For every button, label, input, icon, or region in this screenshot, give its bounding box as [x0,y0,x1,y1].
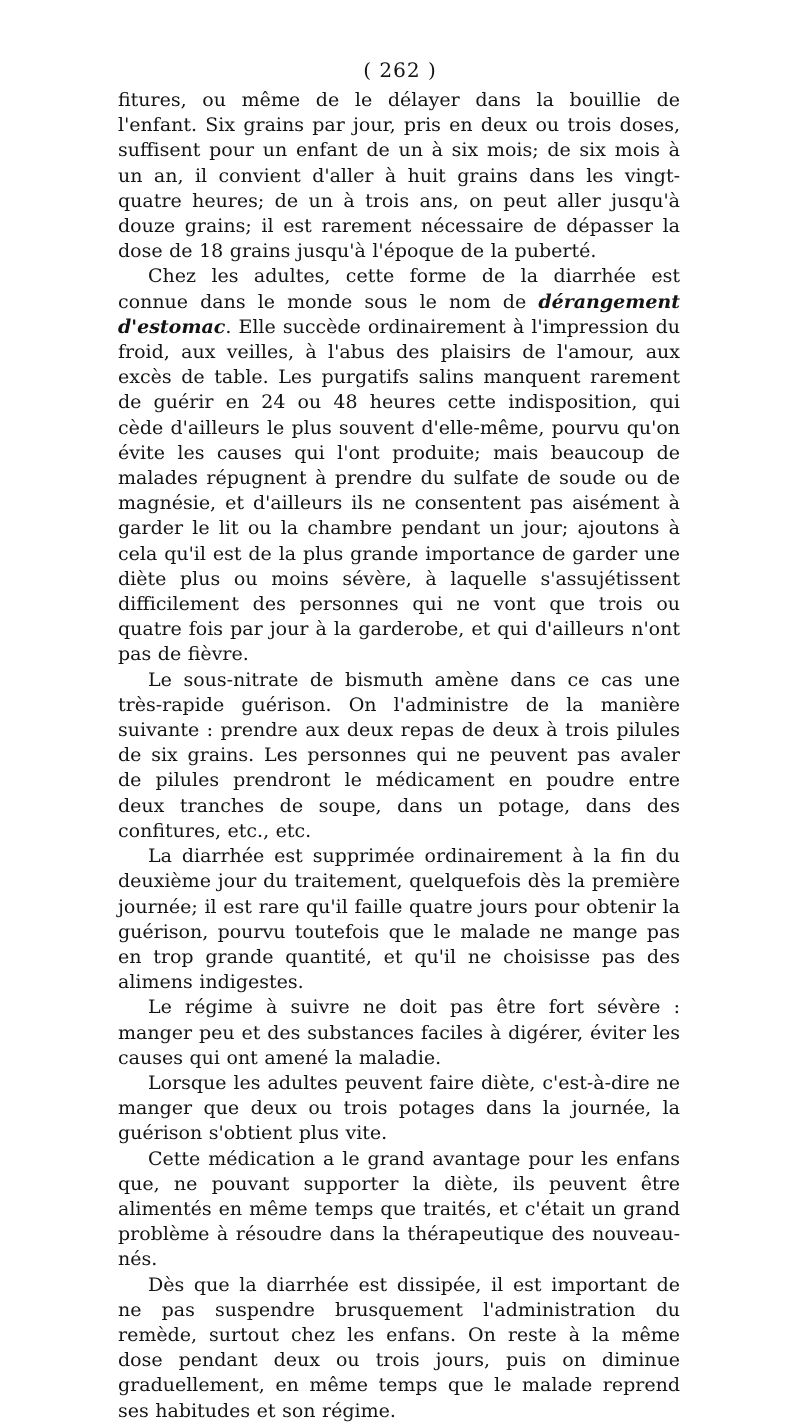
paragraph-2 [118,264,680,667]
paragraph-7: Cette médication a le grand avantage pour les enfans que, ne pouvant supporter la diète, ils peuvent être alimentés en même temps que traités, et c'était un grand problème à résoudre dans la thérapeutique des nouveau-nés. [118,1147,680,1271]
body-text [118,88,680,1424]
paragraph-2-start: Chez les adultes, cette forme de la diarrhée est connue dans le monde sous le nom de [118,265,680,313]
paragraph-6: Lorsque les adultes peuvent faire diète, c'est-à-dire ne manger que deux ou trois potages dans la journée, la guérison s'obtient plus vite. [118,1071,680,1145]
page-number: ( 262 ) [363,58,437,82]
paragraph-1: fitures, ou même de le délayer dans la bouillie de l'enfant. Six grains par jour, pris en deux ou trois doses, suffisent pour un enfant de un à six mois; de six mois à un an, il convient d'aller à huit grains dans les vingt-quatre heures; de un à trois ans, on peut aller jusqu'à douze grains; il est rarement nécessaire de dépasser la dose de 18 grains jusqu'à l'époque de la puberté. [118,89,680,263]
emphasis-derangement-estomac: dérangement d'estomac [118,290,680,338]
paragraph-2-rest: . Elle succède ordinairement à l'impression du froid, aux veilles, à l'abus des plaisirs de l'amour, aux excès de table. Les purgatifs salins manquent rarement de guérir en 24 ou 48 heures cette indisposition, qui cède d'ailleurs le plus souvent d'elle-même, pourvu qu'on évite les causes qui l'ont produite; mais beaucoup de malades répugnent à prendre du sulfate de soude ou de magnésie, et d'ailleurs ils ne consentent pas aisément à garder le lit ou la chambre pendant un jour; ajoutons à cela qu'il est de la plus grande importance de garder une diète plus ou moins sévère, à laquelle s'assujétissent difficilement des personnes qui ne vont que trois ou quatre fois par jour à la garderobe, et qui d'ailleurs n'ont pas de fièvre. [118,315,680,666]
paragraph-3: Le sous-nitrate de bismuth amène dans ce cas une très-rapide guérison. On l'administre de la manière suivante : prendre aux deux repas de deux à trois pilules de six grains. Les personnes qui ne peuvent pas avaler de pilules prendront le médicament en poudre entre deux tranches de soupe, dans un potage, dans des confitures, etc., etc. [118,668,680,842]
paragraph-8: Dès que la diarrhée est dissipée, il est important de ne pas suspendre brusquement l'administration du remède, surtout chez les enfans. On reste à la même dose pendant deux ou trois jours, puis on diminue graduellement, en même temps que le malade reprend ses habitudes et son régime. [118,1273,680,1422]
paragraph-5: Le régime à suivre ne doit pas être fort sévère : manger peu et des substances faciles à digérer, éviter les causes qui ont amené la maladie. [118,996,680,1069]
paragraph-4: La diarrhée est supprimée ordinairement à la fin du deuxième jour du traitement, quelquefois dès la première journée; il est rare qu'il faille quatre jours pour obtenir la guérison, pourvu toutefois que le malade ne mange pas en trop grande quantité, et qu'il ne choisisse pas des alimens indigestes. [118,845,680,994]
